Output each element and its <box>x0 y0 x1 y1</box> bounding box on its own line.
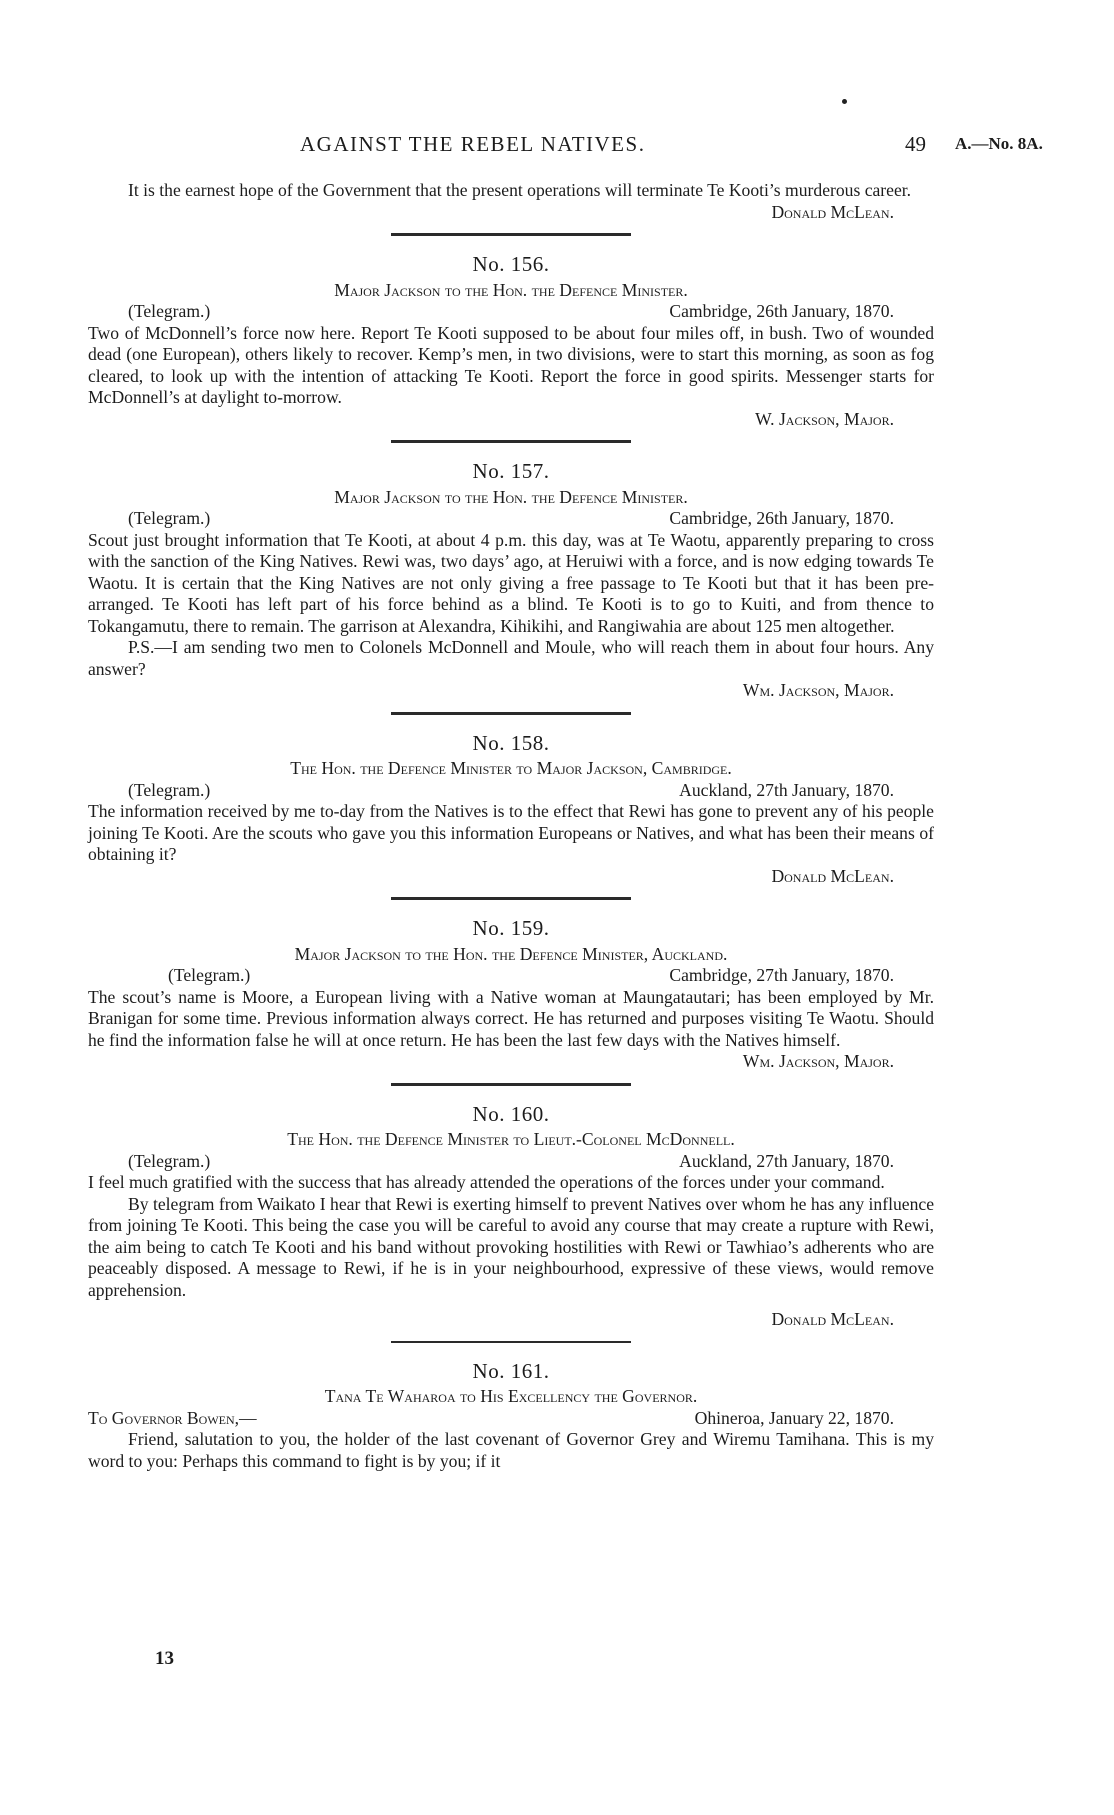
dispatch-heading: Major Jackson to the Hon. the Defence Minister. <box>334 279 688 300</box>
dispatch-paragraph: By telegram from Waikato I hear that Rewi is exerting himself to prevent Natives over whom he has any influence from joining Te Kooti. This being the case you will be careful to avoid any course that may create a rupture with Rewi, the aim being to catch Te Kooti and his band without provoking hostilities with Rewi or Tawhiao’s adherents who are peaceably disposed. A message to Rewi, if he is in your neighbourhood, expressive of these views, would remove apprehension. <box>88 1193 934 1300</box>
intro-paragraph: It is the earnest hope of the Government that the present operations will terminate Te Kooti’s murderous career. <box>128 180 912 200</box>
dispatch-meta <box>88 965 934 987</box>
dispatch-paragraph: The scout’s name is Moore, a European living with a Native woman at Maungatautari; has been employed by Mr. Branigan for some time. Previous information always correct. He has returned and purposes visiting Te Waotu. Should he find the information false he will at once return. He has been the last few days with the Natives himself. <box>88 986 934 1050</box>
dispatch-signature: W. Jackson, Major. <box>755 408 894 429</box>
dispatch-paragraph: Scout just brought information that Te Kooti, at about 4 p.m. this day, was at Te Waotu, apparently preparing to cross with the sanction of the King Natives. Rewi was, two days’ ago, at Heruiwi with a force, and is now edging towards Te Waotu. It is certain that the King Natives are not only giving a free passage to Te Kooti but that it has been pre-arranged. Te Kooti has left part of his force behind as a blind. Te Kooti is to go to Kuiti, and from thence to Tokangamutu, there to remain. The garrison at Alexandra, Kihikihi, and Rangiwahia are about 125 men altogether. <box>88 529 934 636</box>
dispatch-kind: (Telegram.) <box>128 508 211 528</box>
dispatch-meta <box>88 1408 934 1430</box>
dispatch-number: No. 158. <box>472 730 550 755</box>
paper-reference: A.—No. 8A. <box>955 134 1043 153</box>
dispatch-kind: To Governor Bowen,— <box>88 1407 257 1428</box>
dispatch-heading: The Hon. the Defence Minister to Major Jackson, Cambridge. <box>290 758 732 778</box>
section-divider <box>391 233 631 236</box>
dispatch-160 <box>88 1101 934 1331</box>
dispatch-kind: (Telegram.) <box>168 965 251 985</box>
section-divider <box>391 1083 631 1086</box>
print-speck-dot <box>842 99 847 104</box>
dispatch-paragraph: Friend, salutation to you, the holder of the last covenant of Governor Grey and Wiremu Tamihana. This is my word to you: Perhaps this command to fight is by you; if it <box>88 1429 934 1471</box>
dispatch-159 <box>88 918 934 1073</box>
dispatch-meta <box>88 508 934 530</box>
dispatch-number: No. 160. <box>472 1101 550 1126</box>
running-title: AGAINST THE REBEL NATIVES. <box>300 132 646 156</box>
dispatch-number: No. 161. <box>472 1358 550 1383</box>
dispatch-158 <box>88 730 934 888</box>
page-header <box>0 132 1114 160</box>
dispatch-meta <box>88 1151 934 1173</box>
dispatch-kind: (Telegram.) <box>128 1150 211 1171</box>
dispatch-place-date: Cambridge, 27th January, 1870. <box>669 965 894 985</box>
dispatch-place-date: Ohineroa, January 22, 1870. <box>694 1407 894 1428</box>
dispatch-paragraph: Two of McDonnell’s force now here. Report Te Kooti supposed to be about four miles off, in bush. Two of wounded dead (one European), others likely to recover. Kemp’s men, in two divisions, were to start this morning, as soon as fog cleared, to look up with the intention of attacking Te Kooti. Report the force in good spirits. Messenger starts for McDonnell’s at daylight to-morrow. <box>88 322 934 407</box>
section-divider <box>391 1341 631 1343</box>
dispatch-161 <box>88 1358 934 1473</box>
dispatch-place-date: Cambridge, 26th January, 1870. <box>669 301 894 321</box>
section-divider <box>391 712 631 715</box>
intro-signature: Donald McLean. <box>771 201 894 222</box>
dispatch-heading: Major Jackson to the Hon. the Defence Minister. <box>334 486 688 507</box>
section-divider <box>391 440 631 443</box>
dispatch-156 <box>88 254 934 430</box>
dispatch-157 <box>88 461 934 702</box>
dispatch-heading: Tana Te Waharoa to His Excellency the Governor. <box>324 1386 698 1406</box>
dispatch-signature: Wm. Jackson, Major. <box>742 1051 894 1071</box>
dispatch-signature: Wm. Jackson, Major. <box>742 680 894 700</box>
dispatch-kind: (Telegram.) <box>128 301 211 321</box>
dispatch-signature: Donald McLean. <box>771 865 894 886</box>
dispatch-signature: Donald McLean. <box>771 1309 894 1329</box>
dispatch-meta <box>88 301 934 323</box>
dispatch-place-date: Cambridge, 26th January, 1870. <box>669 508 894 528</box>
section-divider <box>391 897 631 900</box>
sheet-number: 13 <box>155 1648 174 1669</box>
dispatch-paragraph: P.S.—I am sending two men to Colonels McDonnell and Moule, who will reach them in about four hours. Any answer? <box>88 637 934 679</box>
dispatch-place-date: Auckland, 27th January, 1870. <box>679 1150 894 1171</box>
dispatch-paragraph: The information received by me to-day from the Natives is to the effect that Rewi has gone to prevent any of his people joining Te Kooti. Are the scouts who gave you this information Europeans or Natives, and what has been their means of obtaining it? <box>88 801 934 864</box>
dispatch-number: No. 156. <box>472 252 550 276</box>
dispatch-number: No. 157. <box>472 459 550 483</box>
dispatch-number: No. 159. <box>472 916 550 940</box>
dispatch-heading: Major Jackson to the Hon. the Defence Minister, Auckland. <box>294 943 728 964</box>
dispatch-heading: The Hon. the Defence Minister to Lieut.-Colonel McDonnell. <box>287 1129 735 1149</box>
dispatch-place-date: Auckland, 27th January, 1870. <box>679 779 894 800</box>
dispatch-kind: (Telegram.) <box>128 779 211 800</box>
dispatch-meta <box>88 780 934 802</box>
page-number: 49 <box>905 132 926 156</box>
dispatch-paragraph: I feel much gratified with the success that has already attended the operations of the forces under your command. <box>88 1172 885 1192</box>
body-column <box>88 180 934 1472</box>
